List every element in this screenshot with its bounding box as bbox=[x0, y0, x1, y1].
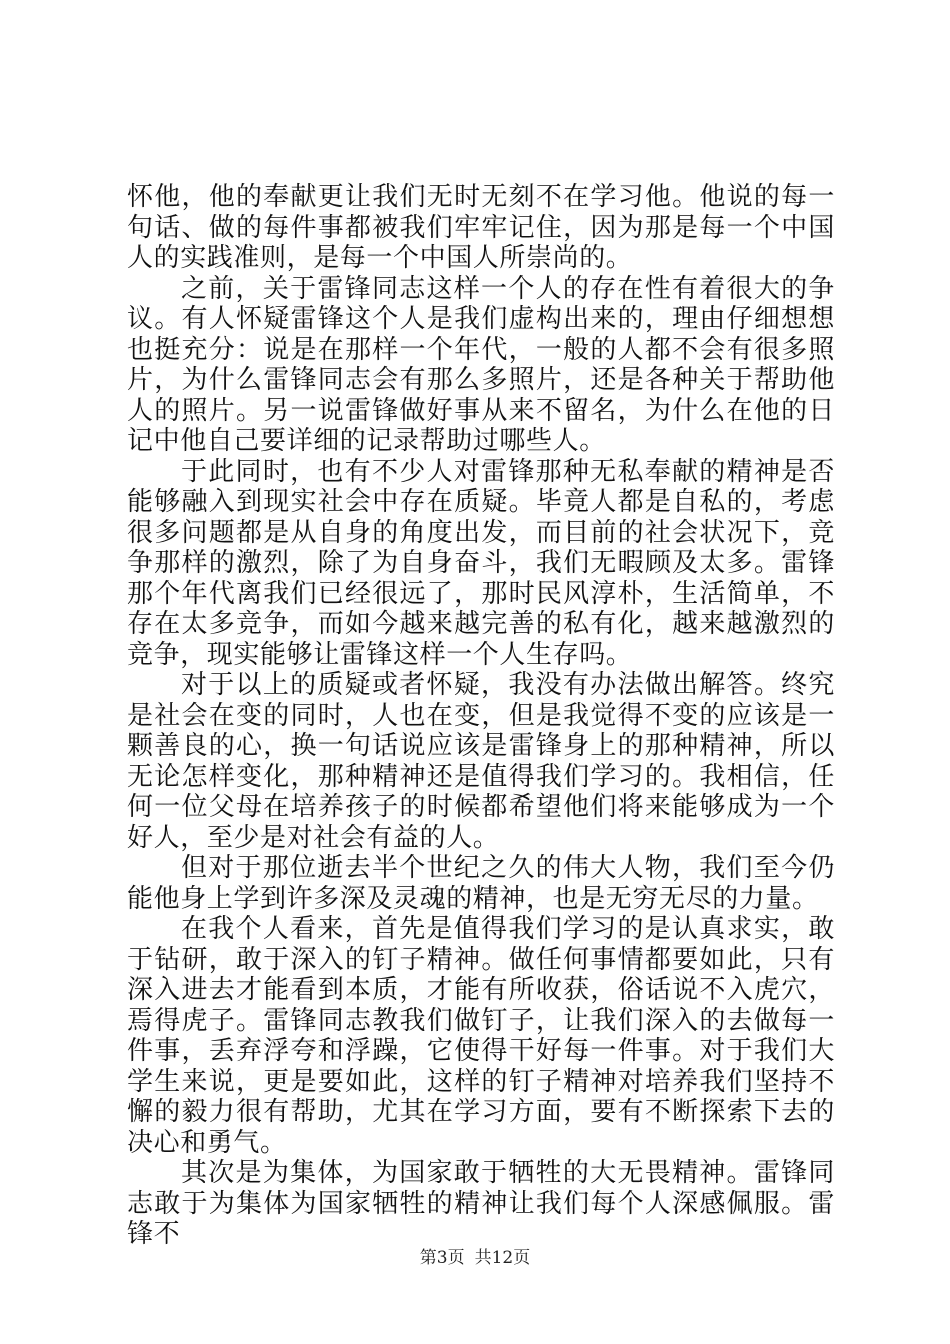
page-total: 共12页 bbox=[474, 1248, 531, 1268]
document-body bbox=[127, 182, 835, 1250]
paragraph-society-doubt: 于此同时，也有不少人对雷锋那种无私奉献的精神是否能够融入到现实社会中存在质疑。毕竟人都是自私的，考虑很多问题都是从自身的角度出发，而目前的社会状况下，竞争那样的激烈，除了为自身奋斗，我们无暇顾及太多。雷锋那个年代离我们已经很远了，那时民风淳朴，生活简单，不存在太多竞争，而如今越来越完善的私有化，越来越激烈的竞争，现实能够让雷锋这样一个人生存吗。 bbox=[127, 456, 835, 670]
paragraph-great-figure: 但对于那位逝去半个世纪之久的伟大人物，我们至今仍能他身上学到许多深及灵魂的精神，也是无穷无尽的力量。 bbox=[127, 853, 835, 914]
paragraph-existence-debate: 之前，关于雷锋同志这样一个人的存在性有着很大的争议。有人怀疑雷锋这个人是我们虚构出来的，理由仔细想想也挺充分：说是在那样一个年代，一般的人都不会有很多照片，为什么雷锋同志会有那么多照片，还是各种关于帮助他人的照片。另一说雷锋做好事从来不留名，为什么在他的日记中他自己要详细的记录帮助过哪些人。 bbox=[127, 273, 835, 456]
paragraph-collective-spirit: 其次是为集体，为国家敢于牺牲的大无畏精神。雷锋同志敢于为集体为国家牺牲的精神让我们每个人深感佩服。雷锋不 bbox=[127, 1158, 835, 1249]
paragraph-continuation: 怀他，他的奉献更让我们无时无刻不在学习他。他说的每一句话、做的每件事都被我们牢牢记住，因为那是每一个中国人的实践准则，是每一个中国人所崇尚的。 bbox=[127, 182, 835, 273]
paragraph-nail-spirit: 在我个人看来，首先是值得我们学习的是认真求实，敢于钻研，敢于深入的钉子精神。做任何事情都要如此，只有深入进去才能看到本质，才能有所收获，俗话说不入虎穴，焉得虎子。雷锋同志教我们做钉子，让我们深入的去做每一件事，丢弃浮夸和浮躁，它使得干好每一件事。对于我们大学生来说，更是要如此，这样的钉子精神对培养我们坚持不懈的毅力很有帮助，尤其在学习方面，要有不断探索下去的决心和勇气。 bbox=[127, 914, 835, 1158]
page-footer bbox=[0, 1243, 950, 1268]
page-number: 第3页 bbox=[419, 1248, 465, 1268]
paragraph-response: 对于以上的质疑或者怀疑，我没有办法做出解答。终究是社会在变的同时，人也在变，但是我觉得不变的应该是一颗善良的心，换一句话说应该是雷锋身上的那种精神，所以无论怎样变化，那种精神还是值得我们学习的。我相信，任何一位父母在培养孩子的时候都希望他们将来能够成为一个好人，至少是对社会有益的人。 bbox=[127, 670, 835, 853]
